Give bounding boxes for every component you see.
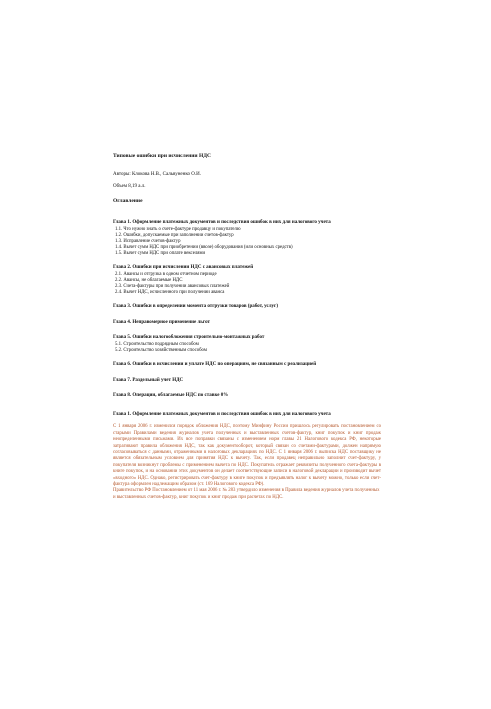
document-volume: Объем 8,19 а.л. (113, 184, 146, 189)
toc-item: 1.5. Вычет сумм НДС при оплате векселями (115, 250, 206, 256)
toc-item: 1.4. Вычет сумм НДС при приобретении (ввозе) оборудования (или основных средств) (115, 244, 293, 250)
toc-item: 2.3. Счета-фактуры при получении авансовых платежей (115, 283, 230, 289)
section-heading: Глава 1. Оформление платежных документов и последствия ошибок в них для налогового учета (113, 411, 331, 417)
document-title: Типовые ошибки при исчислении НДС (113, 153, 212, 159)
toc-item: 2.1. Авансы и отгрузка в одном отчетном периоде (115, 271, 217, 277)
toc-item: 1.2. Ошибки, допускаемые при заполнении счетов-фактур (115, 232, 234, 238)
toc-item: 5.2. Строительство хозяйственным способом (115, 347, 207, 353)
toc-item: 2.4. Вычет НДС, исчисленного при получении аванса (115, 289, 225, 295)
toc-chapter: Глава 7. Раздельный учет НДС (113, 377, 184, 383)
toc-chapter: Глава 2. Ошибки при исчислении НДС с авансовых платежей (113, 265, 254, 271)
toc-item: 5.1. Строительство подрядным способом (115, 341, 199, 347)
toc-item: 1.3. Исправление счетов-фактур (115, 238, 181, 244)
toc-chapter: Глава 8. Операции, облагаемые НДС по ставке 0% (113, 393, 229, 399)
section-paragraph: Правительство РФ Постановлением от 11 мая 2006 г. № 283 утвердило изменения в Правила ведения журналов учета полученных и выставленных счетов-фактур, книг покупок и книг продаж при расчетах по НДС. (113, 488, 380, 500)
toc-chapter: Глава 3. Ошибки в определении момента отгрузки товаров (работ, услуг) (113, 304, 278, 310)
toc-chapter: Глава 1. Оформление платежных документов и последствия ошибок в них для налогового учета (113, 220, 331, 225)
toc-chapter: Глава 4. Неправомерное применение льгот (113, 319, 210, 325)
toc-heading: Оглавление (113, 198, 143, 204)
toc-item: 2.2. Авансы, не облагаемые НДС (115, 277, 183, 283)
section-paragraph: С 1 января 2006 г. изменился порядок обложения НДС, поэтому Минфину России пришлось регулировать постановлением со старыми Правилами ведения журналов учета полученных и выставленных счетов-фактур, книг покупок и книг продаж неопределенными письмами. Их все поправки связаны с изменением норм главы 21 Налогового кодекса РФ, некоторые затрагивают правила обложения НДС, так как документооборот, который связан со счетами-фактурами, должен напрямую согласовываться с данными, отраженными в налоговых декларациях по НДС. С 1 января 2006 г. выписка НДС поставщику не является обязательным условием для принятия НДС к вычету. Так, если продавец неправильно заполнит счет-фактуру, у покупателя возникнут проблемы с применением вычета по НДС. Покупатель отражает реквизиты полученного счета-фактуры в книге покупок, и на основании этих документов он делает соответствующие записи в налоговой декларации и производит вычет «входного» НДС. Однако, регистрировать счет-фактуру в книге покупок и предъявлять налог к вычету можно, только если счет-фактура оформлен надлежащим образом (ст. 169 Налогового кодекса РФ). (113, 424, 381, 488)
table-of-contents (113, 220, 381, 400)
document-authors: Авторы: Клокова Н.В., Сальвуненко О.И. (113, 172, 201, 177)
toc-item: 1.1. Что нужно знать о счете-фактуре продавцу и покупателю (115, 226, 241, 232)
document-body (113, 153, 381, 501)
toc-chapter: Глава 6. Ошибки в исчислении и уплате НДС по операциям, не связанным с реализацией (113, 362, 317, 367)
toc-chapter: Глава 5. Ошибки налогообложения строительно-монтажных работ (113, 335, 265, 341)
